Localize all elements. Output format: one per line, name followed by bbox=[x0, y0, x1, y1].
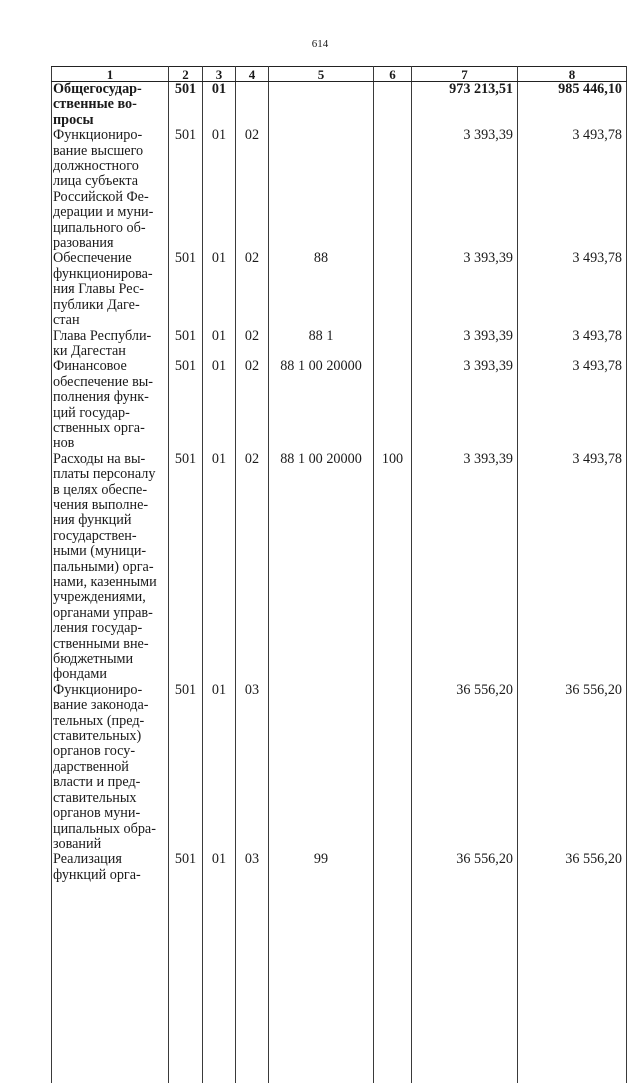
cell-col-3: 01 bbox=[203, 128, 236, 251]
header-row bbox=[52, 67, 627, 82]
table-row bbox=[52, 683, 627, 852]
row-name: Общегосудар- ственные во- просы bbox=[52, 82, 169, 129]
cell-col-6 bbox=[374, 82, 412, 129]
cell-col-2: 501 bbox=[169, 452, 203, 683]
cell-col-5: 99 bbox=[269, 852, 374, 1083]
column-header: 2 bbox=[169, 67, 203, 82]
cell-col-5: 88 1 00 20000 bbox=[269, 359, 374, 451]
cell-col-3: 01 bbox=[203, 329, 236, 360]
row-name: Функциониро- вание законода- тельных (пред- ставительных) органов госу- дарственной власти и пред- ставительных органов муни- ципальных обра- зований bbox=[52, 683, 169, 852]
cell-col-7: 3 393,39 bbox=[412, 251, 518, 328]
cell-col-8: 3 493,78 bbox=[518, 329, 627, 360]
cell-col-7: 3 393,39 bbox=[412, 452, 518, 683]
cell-col-3: 01 bbox=[203, 852, 236, 1083]
table-row bbox=[52, 452, 627, 683]
cell-col-8: 3 493,78 bbox=[518, 452, 627, 683]
row-name: Финансовое обеспечение вы- полнения функ- ций государ- ственных орга- нов bbox=[52, 359, 169, 451]
column-header: 1 bbox=[52, 67, 169, 82]
cell-col-4: 02 bbox=[236, 329, 269, 360]
row-name: Обеспечение функционирова- ния Главы Рес- публики Даге- стан bbox=[52, 251, 169, 328]
cell-col-2: 501 bbox=[169, 128, 203, 251]
cell-col-5 bbox=[269, 128, 374, 251]
cell-col-4 bbox=[236, 82, 269, 129]
cell-col-8: 36 556,20 bbox=[518, 852, 627, 1083]
table-row bbox=[52, 82, 627, 129]
cell-col-4: 02 bbox=[236, 128, 269, 251]
column-header: 3 bbox=[203, 67, 236, 82]
column-header: 4 bbox=[236, 67, 269, 82]
cell-col-5 bbox=[269, 683, 374, 852]
cell-col-2: 501 bbox=[169, 329, 203, 360]
budget-table bbox=[51, 66, 627, 1083]
column-header: 7 bbox=[412, 67, 518, 82]
cell-col-7: 973 213,51 bbox=[412, 82, 518, 129]
cell-col-4: 03 bbox=[236, 683, 269, 852]
row-name: Функциониро- вание высшего должностного лица субъекта Российской Фе- дерации и муни- ципального об- разования bbox=[52, 128, 169, 251]
cell-col-3: 01 bbox=[203, 683, 236, 852]
cell-col-2: 501 bbox=[169, 852, 203, 1083]
cell-col-4: 03 bbox=[236, 852, 269, 1083]
row-name: Глава Республи- ки Дагестан bbox=[52, 329, 169, 360]
column-header: 5 bbox=[269, 67, 374, 82]
cell-col-4: 02 bbox=[236, 251, 269, 328]
column-header: 8 bbox=[518, 67, 627, 82]
cell-col-8: 3 493,78 bbox=[518, 128, 627, 251]
cell-col-5: 88 1 00 20000 bbox=[269, 452, 374, 683]
cell-col-6 bbox=[374, 251, 412, 328]
cell-col-3: 01 bbox=[203, 452, 236, 683]
cell-col-6 bbox=[374, 128, 412, 251]
page-number: 614 bbox=[311, 38, 329, 50]
cell-col-2: 501 bbox=[169, 359, 203, 451]
cell-col-4: 02 bbox=[236, 452, 269, 683]
column-header: 6 bbox=[374, 67, 412, 82]
table-row bbox=[52, 251, 627, 328]
table-row bbox=[52, 128, 627, 251]
cell-col-5: 88 1 bbox=[269, 329, 374, 360]
cell-col-5 bbox=[269, 82, 374, 129]
cell-col-2: 501 bbox=[169, 683, 203, 852]
cell-col-2: 501 bbox=[169, 82, 203, 129]
table-row bbox=[52, 852, 627, 1083]
cell-col-3: 01 bbox=[203, 359, 236, 451]
cell-col-6: 100 bbox=[374, 452, 412, 683]
cell-col-3: 01 bbox=[203, 251, 236, 328]
row-name: Реализация функций орга- bbox=[52, 852, 169, 1083]
cell-col-6 bbox=[374, 683, 412, 852]
cell-col-8: 3 493,78 bbox=[518, 359, 627, 451]
cell-col-7: 36 556,20 bbox=[412, 852, 518, 1083]
cell-col-4: 02 bbox=[236, 359, 269, 451]
cell-col-8: 985 446,10 bbox=[518, 82, 627, 129]
cell-col-7: 3 393,39 bbox=[412, 128, 518, 251]
cell-col-7: 3 393,39 bbox=[412, 329, 518, 360]
cell-col-6 bbox=[374, 359, 412, 451]
table-row bbox=[52, 359, 627, 451]
cell-col-5: 88 bbox=[269, 251, 374, 328]
cell-col-6 bbox=[374, 852, 412, 1083]
cell-col-6 bbox=[374, 329, 412, 360]
cell-col-3: 01 bbox=[203, 82, 236, 129]
cell-col-8: 36 556,20 bbox=[518, 683, 627, 852]
cell-col-8: 3 493,78 bbox=[518, 251, 627, 328]
row-name: Расходы на вы- платы персоналу в целях обеспе- чения выполне- ния функций государствен- ными (муници- пальными) орга- нами, казенными учреждениями, органами управ- ления государ- ственными вне- бюджетными фондами bbox=[52, 452, 169, 683]
cell-col-7: 3 393,39 bbox=[412, 359, 518, 451]
cell-col-7: 36 556,20 bbox=[412, 683, 518, 852]
table-row bbox=[52, 329, 627, 360]
cell-col-2: 501 bbox=[169, 251, 203, 328]
